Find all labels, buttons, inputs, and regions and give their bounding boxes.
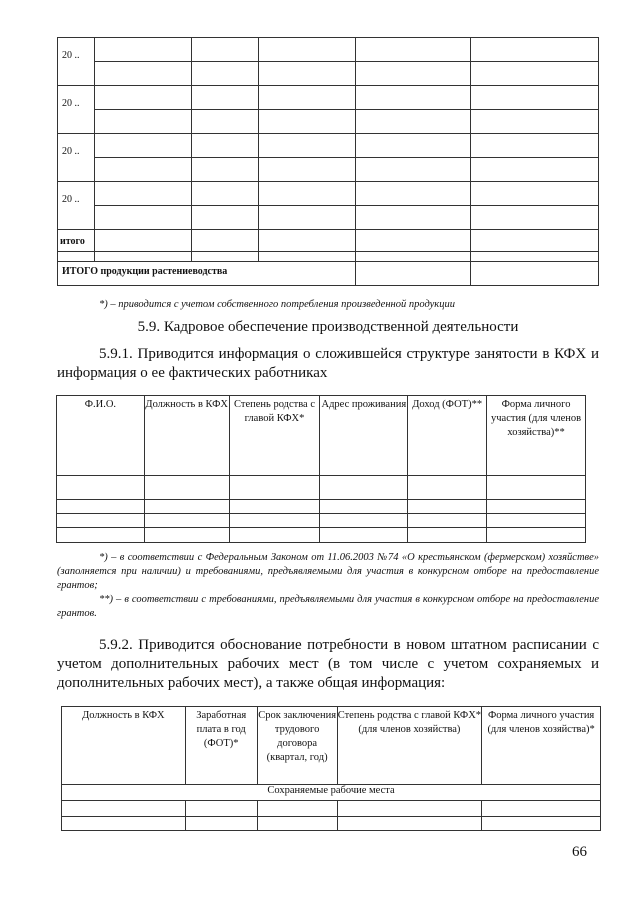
column-header: Заработная плата в год (ФОТ)* [185, 707, 257, 785]
column-header: Форма личного участия (для членов хозяйства)** [487, 396, 586, 476]
table-row [58, 134, 599, 158]
footnote-1: *) – в соответствии с Федеральным Законом от 11.06.2003 №74 «О крестьянском (фермерском) хозяйстве» (заполняется при наличии) и требованиями, предъявляемыми для участия в конкурсном отборе на предоставление грантов; **) – в соответствии с требованиями, предъявляемыми для участия в конкурсном отборе на предоставление грантов. [57, 552, 599, 619]
column-header: Адрес проживания [320, 396, 408, 476]
table-row [57, 514, 586, 528]
table-header-row [57, 396, 586, 476]
production-table [57, 37, 599, 286]
column-header: Степень родства с главой КФХ* [229, 396, 320, 476]
footnote-2: **) – в соответствии с требованиями, предъявляемыми для участия в конкурсном отборе на предоставление грантов. [57, 594, 599, 619]
table-row [58, 262, 599, 286]
total-label: итого [58, 230, 95, 252]
year-cell: 20 .. [58, 182, 95, 230]
table-row [57, 476, 586, 500]
footnote-top: *) – приводится с учетом собственного потребления произведенной продукции [99, 299, 455, 310]
table-row [58, 158, 599, 182]
column-header: Должность в КФХ [62, 707, 186, 785]
table-row [57, 528, 586, 543]
table-row [57, 500, 586, 514]
table-row [58, 206, 599, 230]
table-row [58, 86, 599, 110]
table-row [62, 817, 601, 831]
table-row [62, 785, 601, 801]
table-row [58, 38, 599, 62]
table-header-row [62, 707, 601, 785]
section-subheader: Сохраняемые рабочие места [62, 785, 601, 801]
table-row [58, 230, 599, 252]
workers-table [56, 395, 586, 543]
column-header: Степень родства с главой КФХ* (для членов хозяйства) [337, 707, 482, 785]
column-header: Ф.И.О. [57, 396, 145, 476]
column-header: Срок заключения трудового договора (квартал, год) [257, 707, 337, 785]
table-row [58, 182, 599, 206]
section-title: 5.9. Кадровое обеспечение производственной деятельности [137, 319, 519, 335]
year-cell: 20 .. [58, 38, 95, 86]
table-row [62, 801, 601, 817]
column-header: Доход (ФОТ)** [408, 396, 487, 476]
column-header: Форма личного участия (для членов хозяйства)* [482, 707, 601, 785]
table-row [58, 252, 599, 262]
column-header: Должность в КФХ [144, 396, 229, 476]
year-cell: 20 .. [58, 86, 95, 134]
paragraph-591: 5.9.1. Приводится информация о сложившейся структуре занятости в КФХ и информация о ее фактических работниках [57, 346, 599, 381]
table-row [58, 110, 599, 134]
year-cell: 20 .. [58, 134, 95, 182]
page-number: 66 [572, 844, 587, 860]
staff-table [61, 706, 601, 831]
table-row [58, 62, 599, 86]
grand-total-label: ИТОГО продукции растениеводства [58, 262, 356, 286]
paragraph-592: 5.9.2. Приводится обоснование потребности в новом штатном расписании с учетом дополнительных рабочих мест (в том числе с учетом сохраняемых и дополнительных рабочих мест), а также общая информация: [57, 637, 599, 691]
